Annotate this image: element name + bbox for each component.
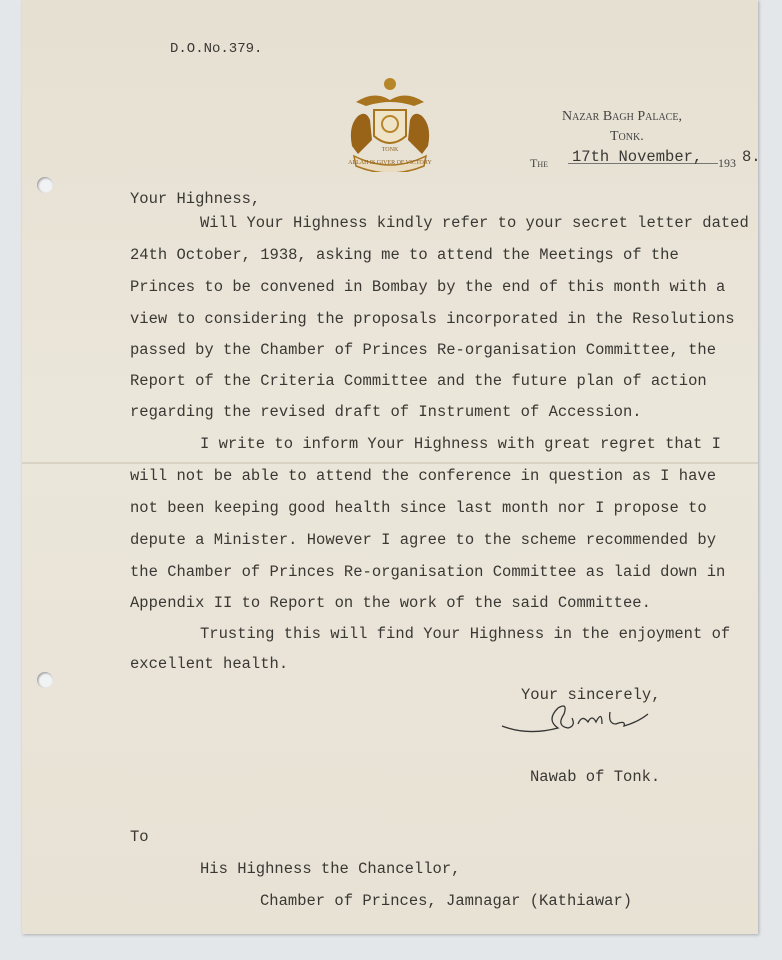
body-line: passed by the Chamber of Princes Re-organisation Committee, the <box>130 341 716 359</box>
date-typed: 17th November, <box>572 148 703 166</box>
body-line: regarding the revised draft of Instrument of Accession. <box>130 403 642 421</box>
addressee-line-1: His Highness the Chancellor, <box>200 860 461 878</box>
body-line: Princes to be convened in Bombay by the end of this month with a <box>130 278 726 296</box>
body-line: depute a Minister. However I agree to the scheme recommended by <box>130 531 716 549</box>
handwritten-signature <box>498 700 658 740</box>
valediction: Your sincerely, <box>521 686 661 704</box>
reference-number: D.O.No.379. <box>170 41 263 57</box>
date-prefix: The <box>530 156 548 170</box>
body-line: Report of the Criteria Committee and the future plan of action <box>130 372 707 390</box>
fold-crease <box>22 462 758 464</box>
body-line: will not be able to attend the conference in question as I have <box>130 467 716 485</box>
body-line: 24th October, 1938, asking me to attend the Meetings of the <box>130 246 679 264</box>
address-line-1: Nazar Bagh Palace, <box>562 109 682 124</box>
body-line: Appendix II to Report on the work of the said Committee. <box>130 594 651 612</box>
address-line-2: Tonk. <box>610 129 644 144</box>
crest-motto-text: ALLAH IS GIVER OF VICTORY <box>348 160 432 166</box>
body-line: the Chamber of Princes Re-organisation Committee as laid down in <box>130 563 726 581</box>
addressee-line-2: Chamber of Princes, Jamnagar (Kathiawar) <box>260 892 633 910</box>
body-line: I write to inform Your Highness with great regret that I <box>200 435 721 453</box>
body-line: Will Your Highness kindly refer to your secret letter dated <box>200 214 749 232</box>
punch-hole <box>37 672 53 688</box>
punch-hole <box>37 177 53 193</box>
body-line: view to considering the proposals incorporated in the Resolutions <box>130 310 735 328</box>
body-line: Trusting this will find Your Highness in the enjoyment of <box>200 625 731 643</box>
tonk-coat-of-arms-logo <box>344 76 436 172</box>
year-printed: 193 <box>718 156 736 170</box>
body-line: not been keeping good health since last month nor I propose to <box>130 499 707 517</box>
body-line: excellent health. <box>130 655 289 673</box>
year-typed: 8. <box>742 148 761 166</box>
addressee-to: To <box>130 828 149 846</box>
salutation: Your Highness, <box>130 190 261 208</box>
crest-name-text: TONK <box>381 147 399 153</box>
signatory: Nawab of Tonk. <box>530 768 661 786</box>
